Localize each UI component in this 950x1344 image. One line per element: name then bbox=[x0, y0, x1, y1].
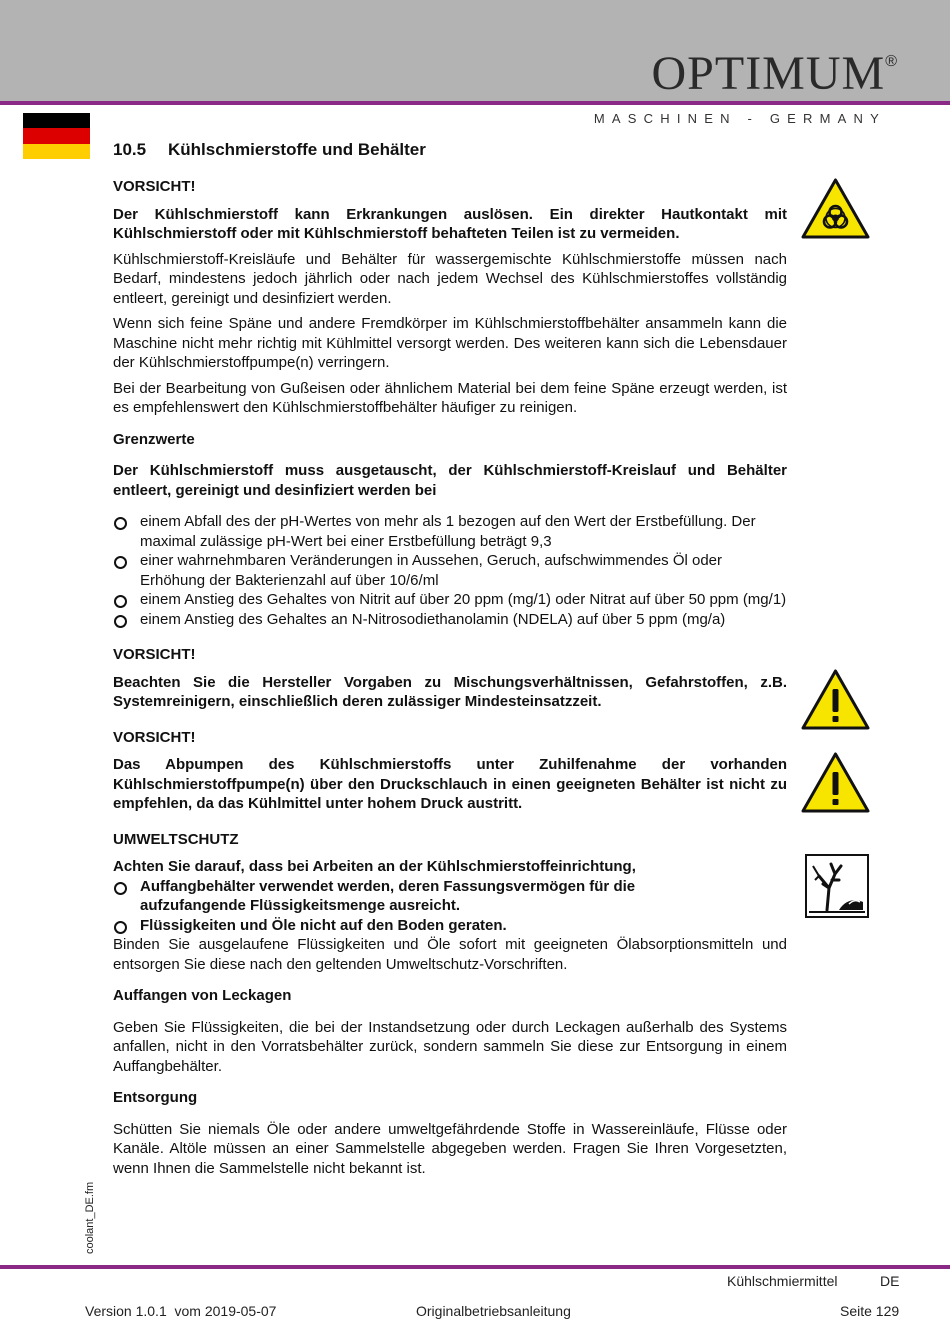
list-item: Flüssigkeiten und Öle nicht auf den Boden geraten. bbox=[113, 916, 723, 936]
registered-mark: ® bbox=[885, 53, 898, 70]
list-item: einer wahrnehmbaren Veränderungen in Aussehen, Geruch, aufschwimmendes Öl oder Erhöhung der Bakterienzahl auf über 10/6/ml bbox=[113, 551, 787, 590]
general-warning-icon bbox=[801, 752, 870, 813]
footer-document: Originalbetriebsanleitung bbox=[416, 1303, 571, 1319]
biohazard-warning-icon bbox=[801, 178, 870, 239]
footer-version: Version 1.0.1 vom 2019-05-07 bbox=[85, 1303, 277, 1319]
footer-divider bbox=[0, 1265, 950, 1269]
caution-label: VORSICHT! bbox=[113, 728, 196, 746]
section-title: Kühlschmierstoffe und Behälter bbox=[168, 140, 426, 159]
brand-tagline: MASCHINEN - GERMANY bbox=[593, 111, 886, 126]
list-item: einem Anstieg des Gehaltes an N-Nitrosodiethanolamin (NDELA) auf über 5 ppm (mg/a) bbox=[113, 610, 787, 630]
limits-list bbox=[113, 512, 787, 629]
body-paragraph: Kühlschmierstoff-Kreisläufe und Behälter für wassergemischte Kühlschmierstoffe müssen nach Bedarf, mindestens jedoch jährlich oder nach jedem Wechsel des Kühlschmierstoffes vollständig entleert, gereinigt und desinfiziert werden. bbox=[113, 250, 787, 307]
body-paragraph: Bei der Bearbeitung von Gußeisen oder ähnlichem Material bei dem feine Späne erzeugt werden, ist es empfehlenswert den Kühlschmierstoffbehälter häufiger zu reinigen. bbox=[113, 379, 787, 416]
footer-language: DE bbox=[880, 1273, 900, 1289]
disposal-text: Schütten Sie niemals Öle oder andere umweltgefährdende Stoffe in Wassereinläufe, Flüsse oder Kanäle. Altöle müssen an einer Sammelstelle abgegeben werden. Fragen Sie Ihren Vorgesetzten, wenn Ihnen die Sammelstelle nicht bekannt ist. bbox=[113, 1120, 787, 1177]
brand-logo bbox=[651, 47, 898, 100]
list-item: einem Abfall des der pH-Wertes von mehr als 1 bezogen auf den Wert der Erstbefüllung. Der maximal zulässige pH-Wert bei einer Erstbefüllung beträgt 9,3 bbox=[113, 512, 787, 551]
file-name-label: coolant_DE.fm bbox=[84, 1181, 96, 1254]
brand-name: OPTIMUM bbox=[651, 47, 886, 100]
limits-heading: Grenzwerte bbox=[113, 430, 195, 448]
caution-label: VORSICHT! bbox=[113, 646, 196, 663]
environment-text: Binden Sie ausgelaufene Flüssigkeiten und Öle sofort mit geeigneten Ölabsorptionsmitteln und entsorgen Sie diese nach den geltenden Umweltschutz-Vorschriften. bbox=[113, 936, 787, 973]
caution-text: Der Kühlschmierstoff kann Erkrankungen auslösen. Ein direkter Hautkontakt mit Kühlschmierstoff oder mit Kühlschmierstoff behafteten Teilen ist zu vermeiden. bbox=[113, 205, 787, 242]
leakage-heading: Auffangen von Leckagen bbox=[113, 987, 292, 1004]
caution-text: Beachten Sie die Hersteller Vorgaben zu Mischungsverhältnissen, Gefahrstoffen, z.B. Systemreinigern, einschließlich deren zulässiger Mindesteinsatzzeit. bbox=[113, 673, 787, 710]
environment-list bbox=[113, 877, 723, 936]
caution-text: Das Abpumpen des Kühlschmierstoffs unter Zuhilfenahme der vorhanden Kühlschmierstoffpumpe(n) über den Druckschlauch in einen geeigneten Behälter ist nicht zu empfehlen, da das Kühlmittel unter hohem Druck austritt. bbox=[113, 756, 787, 812]
footer-page-number: Seite 129 bbox=[840, 1303, 900, 1319]
list-item: Auffangbehälter verwendet werden, deren Fassungsvermögen für die aufzufangende Flüssigkeitsmenge ausreicht. bbox=[113, 877, 723, 916]
leakage-text: Geben Sie Flüssigkeiten, die bei der Instandsetzung oder durch Leckagen außerhalb des Systems anfallen, nicht in den Vorratsbehälter zurück, sondern sammeln Sie diese zur Entsorgung in einem Auffangbehälter. bbox=[113, 1018, 787, 1075]
list-item: einem Anstieg des Gehaltes von Nitrit auf über 20 ppm (mg/1) oder Nitrat auf über 50 ppm (mg/1) bbox=[113, 590, 787, 610]
disposal-heading: Entsorgung bbox=[113, 1089, 198, 1106]
environment-heading: UMWELTSCHUTZ bbox=[113, 830, 239, 848]
section-heading bbox=[113, 139, 787, 161]
environment-intro: Achten Sie darauf, dass bei Arbeiten an der Kühlschmierstoffeinrichtung, bbox=[113, 858, 636, 875]
general-warning-icon bbox=[801, 669, 870, 730]
germany-flag-icon bbox=[23, 113, 90, 159]
header-divider bbox=[0, 101, 950, 105]
body-paragraph: Wenn sich feine Späne und andere Fremdkörper im Kühlschmierstoffbehälter ansammeln kann die Maschine nicht mehr richtig mit Kühlmittel versorgt werden. Des weiteren kann sich die Lebensdauer der Kühlschmierstoffpumpe(n) verringern. bbox=[113, 315, 787, 371]
footer-chapter: Kühlschmiermittel bbox=[727, 1273, 838, 1289]
limits-intro: Der Kühlschmierstoff muss ausgetauscht, der Kühlschmierstoff-Kreislauf und Behälter entleert, gereinigt und desinfiziert werden bei bbox=[113, 462, 787, 499]
section-number: 10.5 bbox=[113, 140, 147, 159]
document-body bbox=[113, 139, 787, 1178]
environment-hazard-icon bbox=[805, 854, 869, 918]
caution-label: VORSICHT! bbox=[113, 178, 196, 195]
